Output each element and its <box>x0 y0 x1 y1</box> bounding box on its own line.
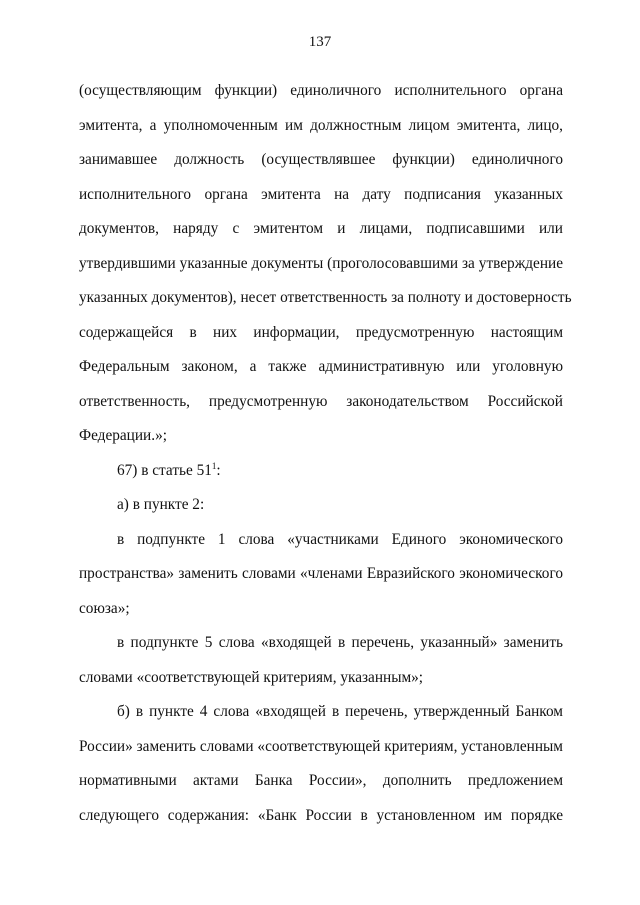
article-heading-text: 67) в статье 51 <box>117 461 212 479</box>
text-line: Федеральным законом, а также административную или уголовную <box>79 358 563 375</box>
text-line: нормативными актами Банка России», дополнить предложением <box>79 772 563 789</box>
text-line: б) в пункте 4 слова «входящей в перечень, утвержденный Банком <box>117 703 563 720</box>
article-heading-suffix: : <box>216 461 221 479</box>
text-line: документов, наряду с эмитентом и лицами, подписавшими или <box>79 220 563 237</box>
document-body <box>79 74 572 833</box>
text-line: в подпункте 1 слова «участниками Единого экономического <box>117 530 563 548</box>
text-line: указанных документов), несет ответственность за полноту и достоверность <box>79 289 572 306</box>
article-superscript: 1 <box>211 460 217 471</box>
text-line: ответственность, предусмотренную законодательством Российской <box>79 392 563 410</box>
article-heading-line <box>79 454 563 489</box>
text-line: утвердившими указанные документы (проголосовавшими за утверждение <box>79 254 563 272</box>
text-line: пространства» заменить словами «членами Евразийского экономического <box>79 565 563 582</box>
text-line: содержащейся в них информации, предусмотренную настоящим <box>79 323 563 341</box>
text-line: занимавшее должность (осуществлявшее функции) единоличного <box>79 151 563 168</box>
text-line: в подпункте 5 слова «входящей в перечень, указанный» заменить <box>117 634 563 651</box>
text-line: исполнительного органа эмитента на дату подписания указанных <box>79 185 563 203</box>
page-number: 137 <box>308 34 332 50</box>
text-line: Федерации.»; <box>79 427 167 444</box>
text-line: союза»; <box>79 599 130 617</box>
text-line: (осуществляющим функции) единоличного исполнительного органа <box>79 82 563 99</box>
text-line: России» заменить словами «соответствующей критериям, установленным <box>79 737 563 755</box>
text-line: следующего содержания: «Банк России в установленном им порядке <box>79 806 563 824</box>
text-line: а) в пункте 2: <box>117 496 205 513</box>
text-line: словами «соответствующей критериям, указанным»; <box>79 668 424 686</box>
text-line: эмитента, а уполномоченным им должностным лицом эмитента, лицо, <box>79 116 563 134</box>
